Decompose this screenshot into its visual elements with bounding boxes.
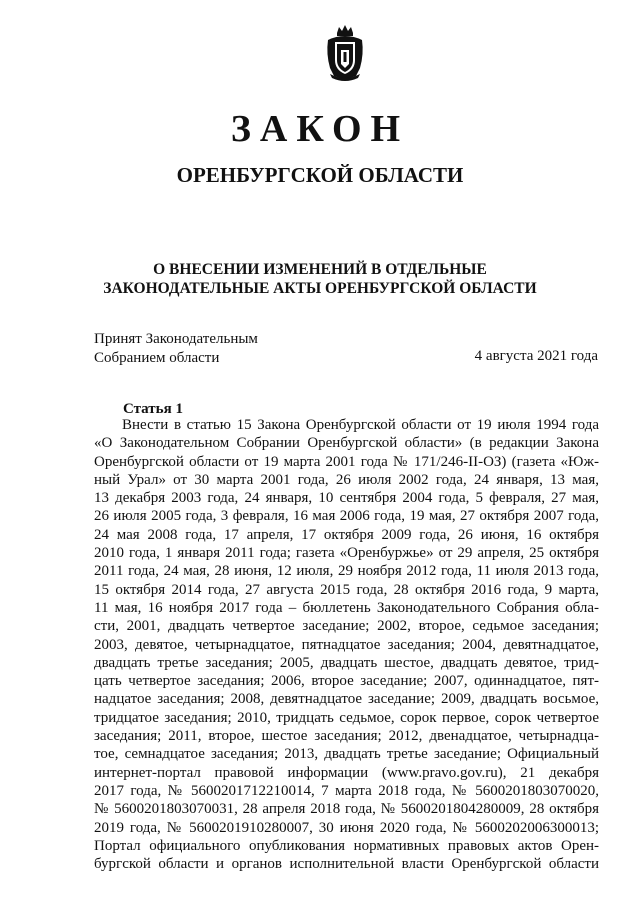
- text-line: цать четвертое заседания; 2006, второе заседание; 2007, одиннадцатое, пят-: [94, 673, 599, 690]
- law-subject-line: О ВНЕСЕНИИ ИЗМЕНЕНИЙ В ОТДЕЛЬНЫЕ: [153, 261, 487, 278]
- text-line: 2019 года, № 5600201910280007, 30 июня 2020 года, № 5600202006300013;: [94, 819, 599, 836]
- text-line: бургской области и органов исполнительной власти Оренбургской области: [94, 856, 599, 873]
- text-line: 2010 года, 1 января 2011 года; газета «Оренбуржье» от 29 апреля, 25 октября: [94, 545, 599, 562]
- law-subject-line: ЗАКОНОДАТЕЛЬНЫЕ АКТЫ ОРЕНБУРГСКОЙ ОБЛАСТИ: [103, 280, 537, 297]
- text-line: 15 октября 2014 года, 27 августа 2015 года, 28 октября 2016 года, 9 марта,: [94, 581, 599, 598]
- text-line: Оренбургской области от 19 марта 2001 года № 171/246-II-ОЗ) (газета «Юж-: [94, 453, 599, 470]
- text-line: интернет-портал правовой информации (www.pravo.gov.ru), 21 декабря: [94, 764, 599, 781]
- text-line: сти, 2001, двадцать четвертое заседание; 2002, второе, седьмое заседания;: [94, 618, 599, 635]
- text-line: № 5600201803070031, 28 апреля 2018 года, № 5600201804280009, 28 октября: [94, 801, 599, 818]
- text-line: 24 мая 2008 года, 17 апреля, 17 октября 2009 года, 26 июня, 16 октября: [94, 526, 599, 543]
- article-text: [94, 416, 599, 873]
- region-name: ОРЕНБУРГСКОЙ ОБЛАСТИ: [176, 163, 464, 187]
- adoption-date: 4 августа 2021 года: [474, 348, 598, 364]
- text-line: надцатое заседания; 2008, девятнадцатое заседание; 2009, двадцать восьмое,: [94, 691, 599, 708]
- text-line: 2017 года, № 5600201712210014, 7 марта 2018 года, № 5600201803070020,: [94, 782, 599, 799]
- text-line: 26 июля 2005 года, 3 февраля, 16 мая 2006 года, 19 мая, 27 октября 2007 года,: [94, 508, 599, 525]
- text-line: Портал официального опубликования нормативных правовых актов Орен-: [94, 837, 599, 854]
- coat-of-arms-emblem-icon: [324, 24, 366, 82]
- adoption-line: Собранием области: [94, 350, 220, 366]
- text-line: 13 декабря 2003 года, 24 января, 10 сентября 2004 года, 5 февраля, 27 мая,: [94, 490, 599, 507]
- text-line: 11 мая, 16 ноября 2017 года – бюллетень Законодательного Собрания обла-: [94, 599, 599, 616]
- text-line: 2011 года, 24 мая, 28 июня, 12 июля, 29 ноября 2012 года, 11 июля 2013 года,: [94, 563, 599, 580]
- text-line: 2003, девятое, четырнадцатое, пятнадцатое заседания; 2004, девятнадцатое,: [94, 636, 599, 653]
- article-title: Статья 1: [123, 401, 183, 417]
- text-line: тое, семнадцатое заседания; 2013, двадцать третье заседание; Официальный: [94, 746, 599, 763]
- text-line: Внести в статью 15 Закона Оренбургской области от 19 июля 1994 года: [122, 417, 599, 433]
- text-line: заседания; 2011, второе, шестое заседания; 2012, двенадцатое, четырнадца-: [94, 728, 599, 745]
- law-title: ЗАКОН: [230, 108, 410, 150]
- adoption-line: Принят Законодательным: [94, 331, 258, 347]
- law-subject: [0, 260, 640, 298]
- text-line: тридцатое заседания; 2010, тридцать седьмое, сорок первое, сорок четвертое: [94, 709, 599, 726]
- text-line: двадцать третье заседания; 2005, двадцать шестое, двадцать девятое, трид-: [94, 654, 599, 671]
- text-line: «О Законодательном Собрании Оренбургской области» (в редакции Закона: [94, 435, 599, 452]
- text-line: ный Урал» от 30 марта 2001 года, 26 июля 2002 года, 24 января, 13 мая,: [94, 471, 599, 488]
- adoption-note: [94, 330, 258, 368]
